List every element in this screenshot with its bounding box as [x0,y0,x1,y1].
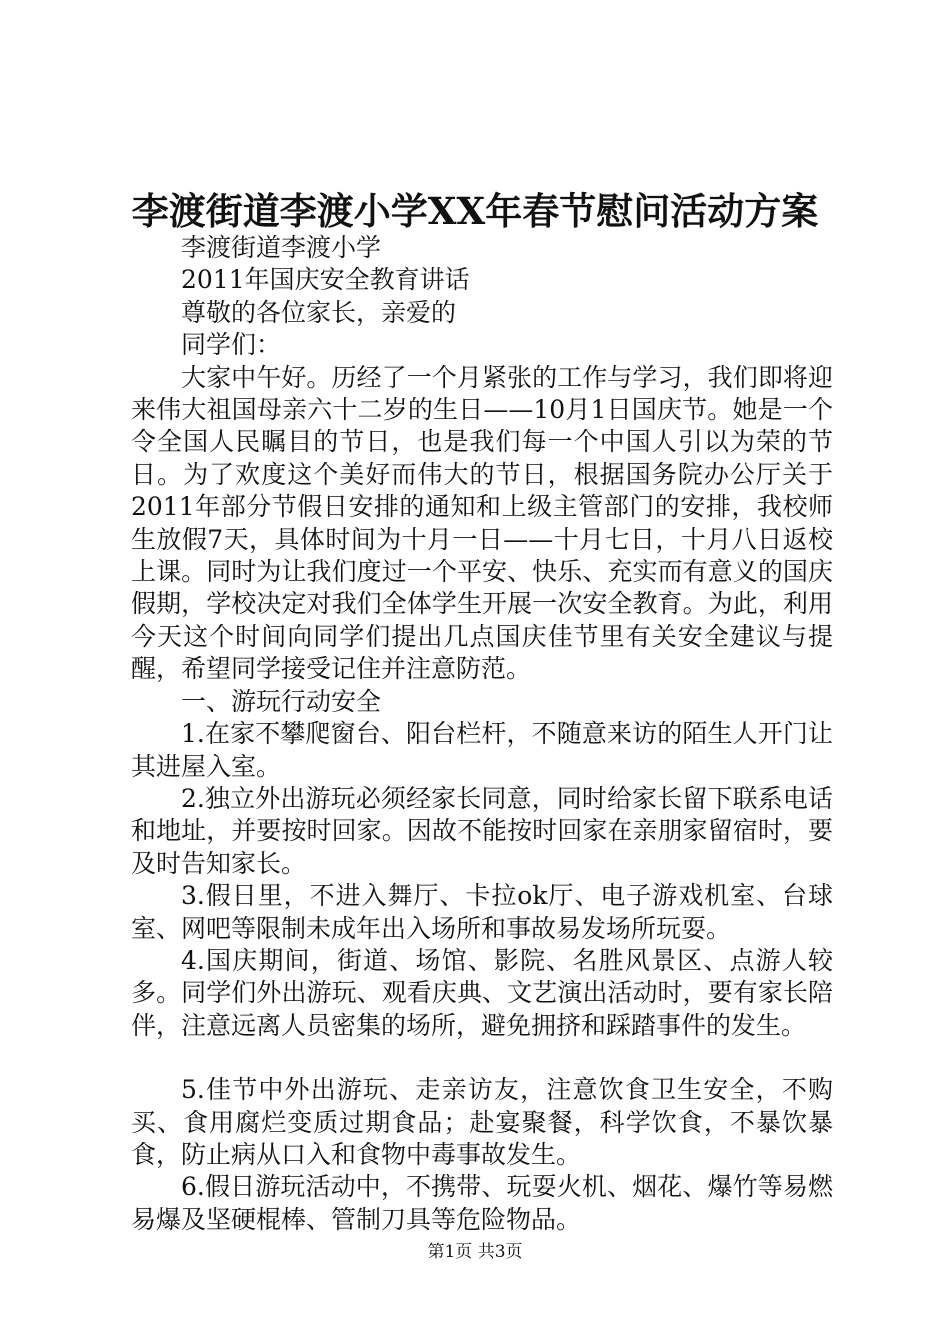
school-name-line: 李渡街道李渡小学 [181,233,382,262]
page-title: 李渡街道李渡小学XX年春节慰问活动方案 [131,189,819,233]
list-item: 2.独立外出游玩必须经家长同意，同时给家长留下联系电话和地址，并要按时回家。因故不能按时回家在亲朋家留宿时，要及时告知家长。 [131,783,833,878]
section-heading: 一、游玩行动安全 [181,686,382,716]
document-body [131,232,833,1236]
salutation-line-continued: 同学们： [181,330,282,360]
list-item: 5.佳节中外出游玩、走亲访友，注意饮食卫生安全，不购买、食用腐烂变质过期食品；赴宴聚餐，科学饮食，不暴饮暴食，防止病从口入和食物中毒事故发生。 [131,1075,833,1169]
speech-title-line: 2011年国庆安全教育讲话 [181,265,470,295]
paragraph-spacer [131,1042,833,1074]
list-item: 6.假日游玩活动中，不携带、玩耍火机、烟花、爆竹等易燃易爆及坚硬棍棒、管制刀具等危险物品。 [131,1172,833,1234]
list-item: 3.假日里，不进入舞厅、卡拉ok厅、电子游戏机室、台球室、网吧等限制未成年出入场所和事故易发场所玩耍。 [131,881,833,943]
list-item: 4.国庆期间，街道、场馆、影院、名胜风景区、点游人较多。同学们外出游玩、观看庆典、文艺演出活动时，要有家长陪伴，注意远离人员密集的场所，避免拥挤和踩踏事件的发生。 [131,945,833,1040]
list-item: 1.在家不攀爬窗台、阳台栏杆，不随意来访的陌生人开门让其进屋入室。 [131,719,833,781]
salutation-line: 尊敬的各位家长，亲爱的 [181,297,457,327]
intro-paragraph: 大家中午好。历经了一个月紧张的工作与学习，我们即将迎来伟大祖国母亲六十二岁的生日——10月1日国庆节。她是一个令全国人民瞩目的节日，也是我们每一个中国人引以为荣的节日。为了欢度这个美好而伟大的节日，根据国务院办公厅关于2011年部分节假日安排的通知和上级主管部门的安排，我校师生放假7天，具体时间为十月一日——十月七日，十月八日返校上课。同时为让我们度过一个平安、快乐、充实而有意义的国庆假期，学校决定对我们全体学生开展一次安全教育。为此，利用今天这个时间向同学们提出几点国庆佳节里有关安全建议与提醒，希望同学接受记住并注意防范。 [131,362,833,684]
page-footer: 第1页 共3页 [427,1242,523,1262]
